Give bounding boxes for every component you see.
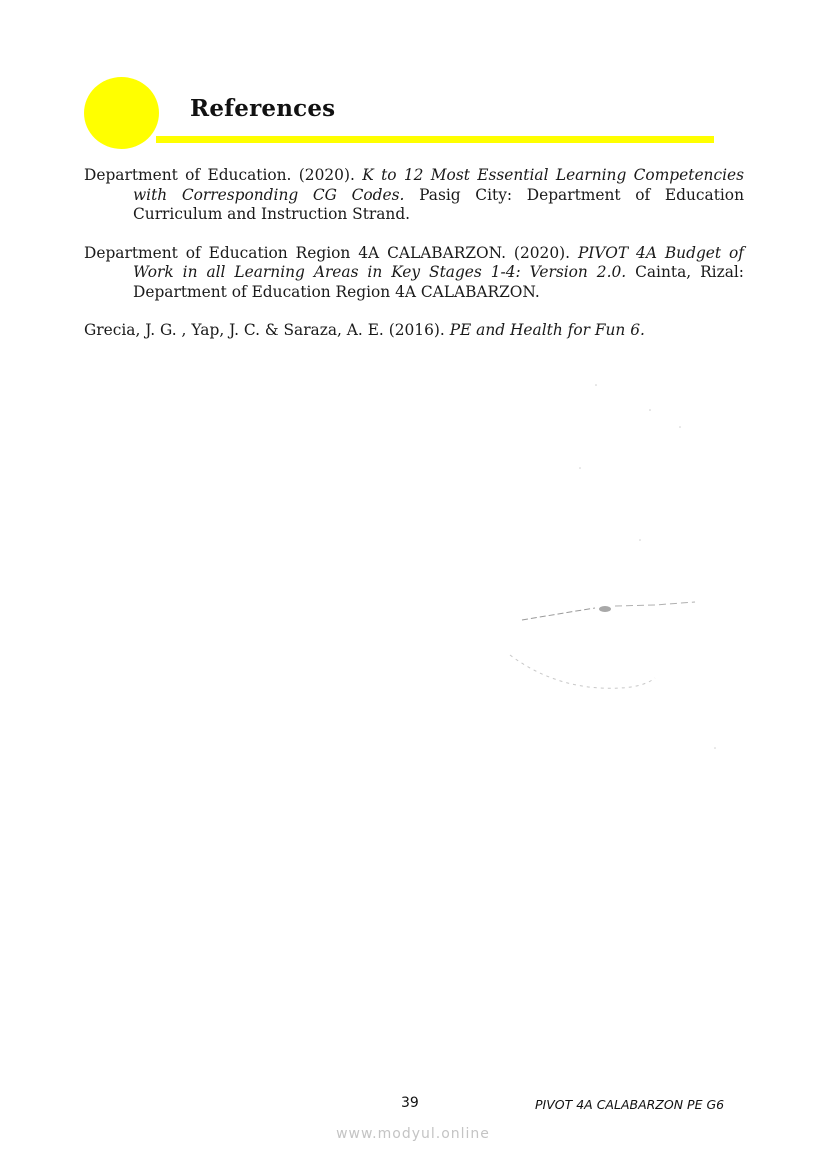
reference-list <box>84 166 744 360</box>
reference-publisher: Cainta, Rizal: Department of Education Region 4A CALABARZON. <box>133 263 744 301</box>
watermark: www.modyul.online <box>336 1126 490 1142</box>
reference-publisher: Pasig City: Department of Education Curriculum and Instruction Strand. <box>133 185 744 223</box>
heading-accent-circle <box>84 77 159 149</box>
reference-item <box>84 244 744 303</box>
reference-title: PE and Health for Fun 6. <box>449 321 645 339</box>
reference-item <box>84 166 744 225</box>
reference-title: K to 12 Most Essential Learning Competencies with Corresponding CG Codes. <box>133 166 745 204</box>
reference-author-year: Department of Education Region 4A CALABARZON. (2020). <box>84 243 578 262</box>
reference-title: PIVOT 4A Budget of Work in all Learning Areas in Key Stages 1-4: Version 2.0. <box>133 243 744 281</box>
reference-item <box>84 321 744 341</box>
reference-author-year: Department of Education. (2020). <box>84 166 363 184</box>
reference-author-year: Grecia, J. G. , Yap, J. C. & Saraza, A. E. (2016). <box>84 321 450 339</box>
heading-underline-bar <box>156 136 714 143</box>
page-title: References <box>190 95 336 122</box>
scan-artifact-marks <box>470 380 730 760</box>
page-number: 39 <box>401 1095 419 1111</box>
footer-document-title: PIVOT 4A CALABARZON PE G6 <box>535 1097 725 1112</box>
